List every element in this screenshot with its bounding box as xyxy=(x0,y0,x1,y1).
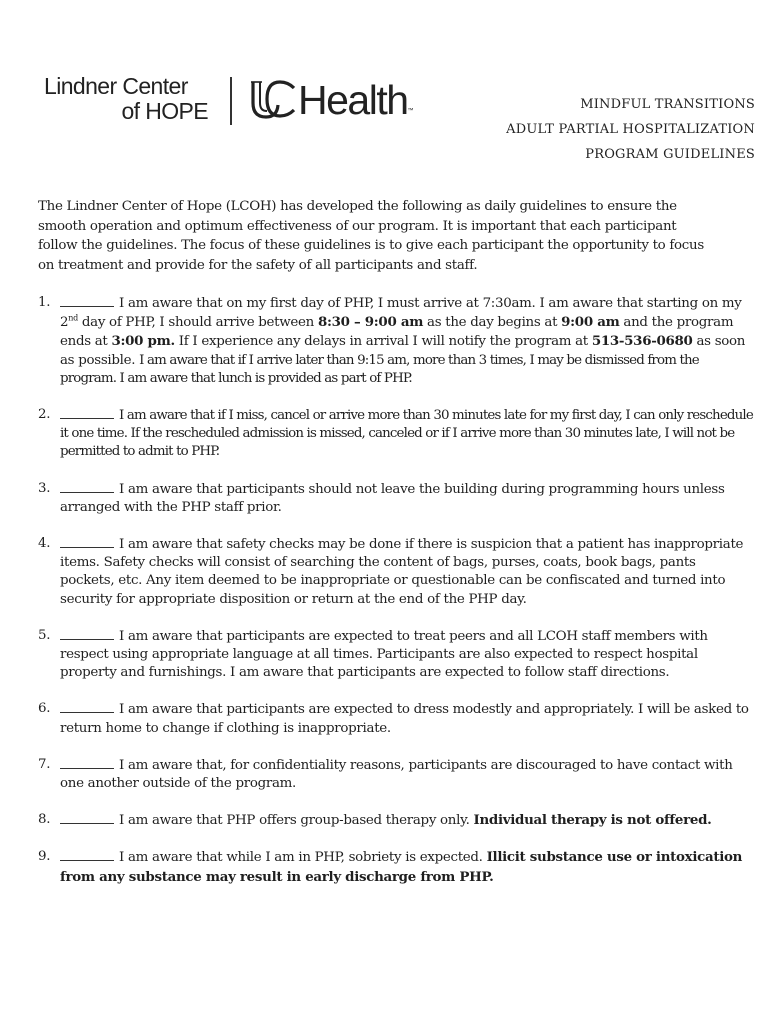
guideline-number: 4. xyxy=(38,536,51,552)
guideline-text: If I experience any delays in arrival I will notify the program at xyxy=(174,334,592,350)
lch-logo-line1: Lindner Center xyxy=(44,73,188,99)
lindner-center-logo xyxy=(44,74,208,124)
uc-mark-icon xyxy=(250,79,296,121)
initials-blank-line[interactable] xyxy=(60,294,114,307)
guideline-text: as soon as possible. xyxy=(60,334,746,368)
guideline-number: 5. xyxy=(38,627,51,643)
guidelines-list xyxy=(38,294,753,887)
guideline-number: 1. xyxy=(38,295,51,310)
initials-blank-line[interactable] xyxy=(60,627,114,640)
guideline-emphasis-text: Illicit substance use or intoxication from any substance may result in early discharge from PHP. xyxy=(60,849,743,885)
intro-paragraph: The Lindner Center of Hope (LCOH) has developed the following as daily guidelines to ensure the smooth operation and optimum effectiveness of our program. It is important that each participant follow the guidelines. The focus of these guidelines is to give each participant the opportunity to focus on treatment and provide for the safety of all participants and staff. xyxy=(38,199,704,273)
guideline-number: 6. xyxy=(38,701,51,717)
guideline-text: and the program ends at xyxy=(60,315,734,350)
uc-logo-text: Health xyxy=(298,77,408,123)
guideline-item xyxy=(38,811,753,830)
guideline-text: as the day begins at xyxy=(423,315,562,331)
guideline-number: 8. xyxy=(38,812,51,828)
guideline-emphasis-text: 9:00 am xyxy=(561,314,620,331)
initials-blank-line[interactable] xyxy=(60,700,114,713)
title-line-2: ADULT PARTIAL HOSPITALIZATION xyxy=(506,122,755,137)
guideline-text: day of PHP, I should arrive between xyxy=(77,315,318,331)
guideline-item xyxy=(38,294,753,388)
guideline-item xyxy=(38,848,753,886)
guideline-item xyxy=(38,406,753,462)
guideline-text: I am aware that participants are expected to treat peers and all LCOH staff members with respect using appropriate language at all times. Participants are also expected to respect hospital property and furnishings. I am aware that participants are expected to follow staff directions. xyxy=(60,628,708,681)
guideline-number: 7. xyxy=(38,756,51,772)
guideline-text: nd xyxy=(68,313,78,323)
guideline-text: I am aware that participants are expected to dress modestly and appropriately. I will be asked to return home to change if clothing is inappropriate. xyxy=(60,702,749,736)
guideline-text: I am aware that safety checks may be done if there is suspicion that a patient has inappropriate items. Safety checks will consist of searching the content of bags, purses, coats, book bags, pants pockets, etc. Any item deemed to be inappropriate or questionable can be confiscated and turned into security for appropriate disposition or return at the end of the PHP day. xyxy=(60,537,744,607)
guideline-item xyxy=(38,480,753,517)
initials-blank-line[interactable] xyxy=(60,811,114,824)
uc-health-logo xyxy=(250,78,414,122)
guideline-text: I am aware that on my first day of PHP, I must arrive at 7:30am. I am aware that starting on my 2 xyxy=(60,296,742,331)
lch-logo-line2: of HOPE xyxy=(121,98,208,124)
initials-blank-line[interactable] xyxy=(60,848,114,861)
guideline-emphasis-text: 3:00 pm. xyxy=(111,333,175,350)
initials-blank-line[interactable] xyxy=(60,406,114,419)
guideline-item xyxy=(38,700,753,737)
guideline-text: I am aware that PHP offers group-based therapy only. xyxy=(119,813,474,829)
guideline-text: I am aware that while I am in PHP, sobriety is expected. xyxy=(119,850,487,866)
initials-blank-line[interactable] xyxy=(60,480,114,493)
guideline-text: I am aware that if I miss, cancel or arrive more than 30 minutes late for my first day, I can only reschedule it one time. If the rescheduled admission is missed, canceled or if I arrive more than 30 minutes late, I will not be permitted to admit to PHP. xyxy=(60,408,753,460)
guideline-number: 9. xyxy=(38,849,51,865)
guideline-number: 3. xyxy=(38,480,51,496)
guideline-item xyxy=(38,627,753,683)
title-line-1: MINDFUL TRANSITIONS xyxy=(580,97,755,112)
logo-divider xyxy=(230,77,232,125)
uc-logo-trademark: ™ xyxy=(407,108,414,114)
guideline-number: 2. xyxy=(38,407,51,423)
initials-blank-line[interactable] xyxy=(60,756,114,769)
guideline-text: I am aware that if I arrive later than 9:15 am, more than 3 times, I may be dismissed from the program. I am aware that lunch is provided as part of PHP. xyxy=(60,352,699,386)
document-title xyxy=(506,92,755,167)
guideline-text: I am aware that, for confidentiality reasons, participants are discouraged to have contact with one another outside of the program. xyxy=(60,757,733,792)
initials-blank-line[interactable] xyxy=(60,535,114,548)
guideline-item xyxy=(38,535,753,609)
guideline-item xyxy=(38,756,753,793)
title-line-3: PROGRAM GUIDELINES xyxy=(585,147,755,162)
guideline-emphasis-text: 8:30 – 9:00 am xyxy=(317,314,424,331)
guideline-emphasis-text: 513-536-0680 xyxy=(591,333,693,350)
guideline-text: I am aware that participants should not leave the building during programming hours unless arranged with the PHP staff prior. xyxy=(60,481,725,515)
guideline-emphasis-text: Individual therapy is not offered. xyxy=(473,812,712,829)
